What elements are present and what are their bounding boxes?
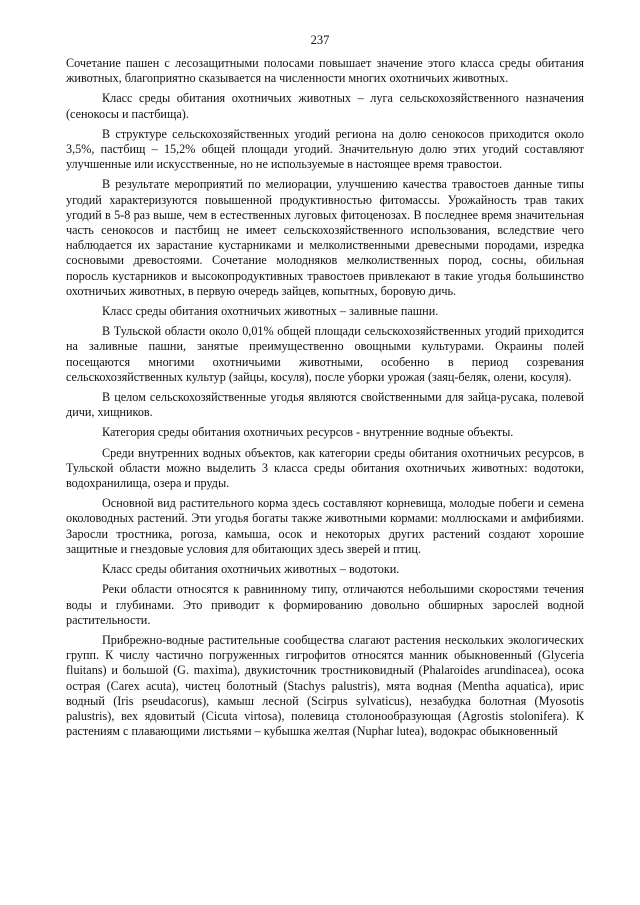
paragraph: В результате мероприятий по мелиорации, улучшению качества травостоев данные типы угодий характеризуются повышенной продуктивностью фитомассы. Урожайность трав таких угодий в 5-8 раз выше, чем в естественных луговых фитоценозах. В последнее время значительная часть сенокосов и пастбищ не имеет сельскохозяйственного использования, вследствие чего наблюдается их зарастание кустарниками и мелколиственными древесными породами, изредка сосновыми древостоями. Сочетание молодняков мелколиственных пород, сосны, обильная поросль кустарников и высокопродуктивных травостоев привлекают в такие угодья большинство охотничьих животных, в первую очередь зайцев, копытных, боровую дичь. [66,177,584,298]
paragraph: Сочетание пашен с лесозащитными полосами повышает значение этого класса среды обитания животных, благоприятно сказывается на численности многих охотничьих животных. [66,56,584,86]
body-text [66,56,584,744]
paragraph: Прибрежно-водные растительные сообщества слагают растения нескольких экологических групп. К числу частично погруженных гигрофитов относятся манник обыкновенный (Glyceria fluitans) и большой (G. maxima), двукисточник тростниковидный (Phalaroides arundinacea), осока острая (Carex acuta), чистец болотный (Stachys palustris), мята водная (Mentha aquatica), ирис водный (Iris pseudacorus), камыш лесной (Scirpus sylvaticus), незабудка болотная (Myosotis palustris), вех ядовитый (Cicuta virtosa), полевица столонообразующая (Agrostis stolonifera). К растениям с плавающими листьями – кубышка желтая (Nuphar lutea), водокрас обыкновенный [66,632,584,739]
paragraph: Реки области относятся к равнинному типу, отличаются небольшими скоростями течения воды и глубинами. Это приводит к формированию довольно обширных зарослей водной растительности. [66,582,584,627]
paragraph: Категория среды обитания охотничьих ресурсов - внутренние водные объекты. [102,425,514,440]
page-number: 237 [310,33,330,47]
paragraph: Класс среды обитания охотничьих животных – луга сельскохозяйственного назначения (сенокосы и пастбища). [66,91,584,121]
paragraph: Класс среды обитания охотничьих животных – водотоки. [102,562,400,577]
paragraph: Класс среды обитания охотничьих животных – заливные пашни. [102,304,439,319]
paragraph: Основной вид растительного корма здесь составляют корневища, молодые побеги и семена околоводных растений. Эти угодья богаты также животными кормами: моллюсками и амфибиями. Заросли тростника, рогоза, камыша, осок и некоторых других растений создают хорошие защитные и гнездовые условия для обитающих здесь зверей и птиц. [66,496,584,556]
paragraph: В Тульской области около 0,01% общей площади сельскохозяйственных угодий приходится на заливные пашни, занятые преимущественно овощными культурами. Окраины полей посещаются многими охотничьими животными, особенно в период созревания сельскохозяйственных культур (зайцы, косуля), после уборки урожая (заяц-беляк, олени, косуля). [66,324,584,384]
paragraph: В структуре сельскохозяйственных угодий региона на долю сенокосов приходится около 3,5%, пастбищ – 15,2% общей площади угодий. Значительную долю этих угодий составляют улучшенные или искусственные, но не используемые в настоящее время травостои. [66,126,584,172]
paragraph: Среди внутренних водных объектов, как категории среды обитания охотничьих ресурсов, в Тульской области можно выделить 3 класса среды обитания охотничьих животных: водотоки, водохранилища, озера и пруды. [66,445,584,491]
paragraph: В целом сельскохозяйственные угодья являются свойственными для зайца-русака, полевой дичи, хищников. [66,390,584,420]
